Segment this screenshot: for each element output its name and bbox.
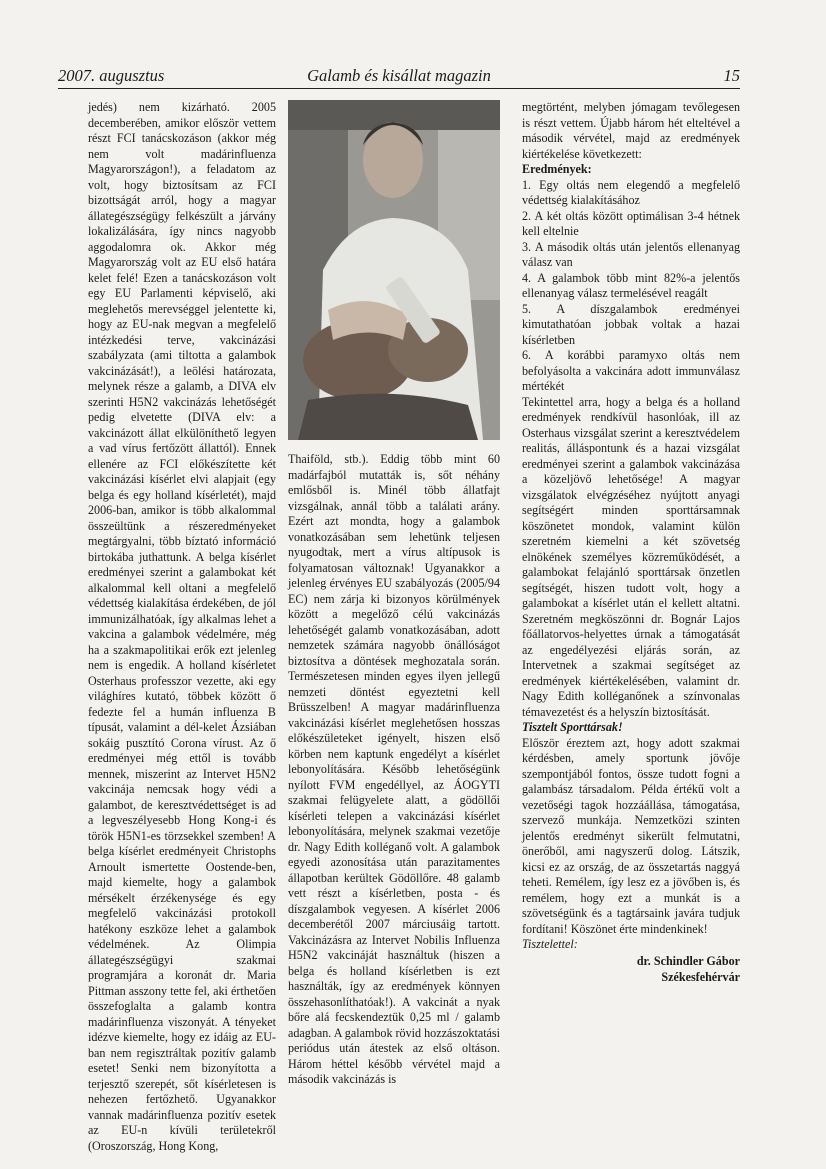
signature-city: Székesfehérvár: [661, 969, 740, 984]
page-header: [58, 64, 740, 89]
column-3-intro: megtörtént, melyben jómagam tevőlegesen is részt vettem. Újabb három hét elteltével a második vérvétel, majd az eredmények kiértékelése következett:: [522, 100, 740, 161]
results-title: Eredmények:: [522, 162, 592, 176]
column-1-text: jedés) nem kizárható. 2005 decemberében, amikor először vettem részt FCI tanácskozáson (akkor még nem volt madárinfluenza Magyarországon!), a feladatom az volt, hogy biztosítsam az FCI bizottságát arról, hogy a magyar állategészségügy felkészült a járvány lokalizálására, így nincs nagyobb aggodalomra ok. Akkor még Magyarország volt az EU első határa kelet felé! Ezen a tanácskozáson volt egy EU Parlamenti képviselő, aki meglehetős merevséggel jelentette ki, hogy az EU-nak megvan a megfelelő intézkedési terve, vakcinázási szabályzata (ami tiltotta a galambok vakcinázását!), a leölési határozata, melynek része a galamb, a DIVA elv szerinti H5N2 vakcinázás lehetőségét pedig elvetette (DIVA elv: a vakcinázott állat elkülöníthető legyen a vad vírus fertőzött állattól). Ennek ellenére az FCI előkészítette két vakcinázási kísérlet elvi alapjait (egy belga és egy holland kísérletét), majd 2006-ban, amikor is több alkalommal összeültünk a részeredményeket megtárgyalni, több bíztató információ birtokába juthattunk. A belga kísérlet eredményei szerint a galambokat két alkalommal kell oltani a megfelelő védettség kialakítása érdekében, de jól immunizálhatóak, így alkalmas lehet a vakcina a galambok védelmére, még ha a szakmapolitikai erők ezt jelenleg nem is engedik. A holland kísérletet Osterhaus professzor vezette, aki egy világhíres kutató, többek között ő fedezte fel a humán influenza B típusát, valamint a dél-kelet Ázsiában sokáig pusztító Corona vírust. Az ő eredményei még ettől is tovább mennek, miszerint az Intervet H5N2 vakcinája nemcsak hogy védi a galambot, de keresztvédettséget is ad a legveszélyesebb Hong Kong-i és török H5N1-es törzsekkel szemben! A belga kísérlet eredményeit Christophs Arnoult ismertette Oostende-ben, majd kiemelte, hogy a galambok mérsékelt érzékenysége és egy megfelelő vakcinázási protokoll hatékony eszköze lehet a galambok védelmének. Az Olimpia állategészségügyi szakmai programjára a koronát dr. Maria Pittman asszony tette fel, aki érthetően összefoglalta a galamb kontra madárinfluenza viszonyát. A tényeket idézve kiemelte, hogy ez idáig az EU-ban nem regisztráltak pozitív galamb esetet! Senki nem bizonyította a terjesztő szerepét, sőt kísérletesen is nehezen fertőzhető. Ugyanakkor vannak madárinfluenza pozitív esetek az EU-n kívüli területekről (Oroszország, Hong Kong,: [88, 100, 276, 1153]
magazine-title: Galamb és kisállat magazin: [307, 66, 491, 85]
article-photo: [288, 100, 500, 440]
closing: Tisztelettel:: [522, 937, 578, 951]
column-1: [88, 100, 276, 1154]
issue-date: 2007. augusztus: [58, 66, 165, 85]
page-number: 15: [723, 66, 740, 85]
results-item: 6. A korábbi paramyxo oltás nem befolyásolta a vakcinára adott immunválasz mértékét: [522, 348, 740, 393]
column-3-body-2: Először éreztem azt, hogy adott szakmai kérdésben, amely sportunk jövője szempontjából fontos, össze tudott fogni a galambász társadalom. Példa értékű volt a vezetőségi tagok hozzáállása, támogatása, szervező munkája. Nemzetközi szinten jelentős eredményt sikerült felmutatni, önerőből, ami nagyszerű dolog. Látszik, kicsi ez az ország, de az összetartás naggyá teheti. Remélem, így lesz ez a jövőben is, és remélem, hogy ezt a munkát is a szövetségünk és a tagtársaink javára tudjuk fordítani! Köszönet érte mindenkinek!: [522, 735, 740, 936]
results-item: 5. A díszgalambok eredményei kimutathatóan jobbak voltak a hazai kísérletben: [522, 301, 740, 347]
column-3-body: Tekintettel arra, hogy a belga és a holland eredmények rendkívül hasonlóak, ill az Osterhaus vizsgálat szerint a keresztvédelem realitás, álláspontunk és a hazai vizsgálat eredményei szerint a galambok vakcinázása a közeljövő lehetősége! A magyar vizsgálatok elvégzéséhez nyújtott anyagi segítségért minden sporttársamnak köszönetet mondok, valamint külön szeretném kiemelni a két szövetség elnökének személyes közreműködését, a galambokat felajánló sporttársak önzetlen segítségét, hiszen tudott volt, hogy a galambokat a kísérlet után el kellett altatni. Szeretném megköszönni dr. Bognár Lajos főállatorvos-helyettes úrnak a támogatását az engedélyezési eljárás során, az Intervetnek a szakmai segítséget az eredmények kiértékelésében, valamint dr. Nagy Edith kolléganőnek a színvonalas témavezetést és a helyszín biztosítását.: [522, 394, 740, 719]
results-item: 4. A galambok több mint 82%-a jelentős ellenanyag válasz termelésével reagált: [522, 270, 740, 300]
signature: [522, 953, 740, 985]
signature-name: dr. Schindler Gábor: [636, 953, 740, 968]
results-item: 1. Egy oltás nem elegendő a megfelelő védettség kialakításához: [522, 177, 740, 207]
results-item: 2. A két oltás között optimálisan 3-4 hétnek kell eltelnie: [522, 208, 740, 238]
greeting: Tisztelt Sporttársak!: [522, 720, 623, 734]
column-2-text: Thaiföld, stb.). Eddig több mint 60 madárfajból mutatták is, sőt néhány emlősből is. Minél több állatfajt vizsgálnak, annál több a találati arány. Ezért azt mondta, hogy a galambok vonatkozásában sem lehetünk teljesen nyugodtak, mert a vírus altípusok is folyamatosan változnak! Ugyanakkor a jelenleg érvényes EU szabályozás (2005/94 EC) nem zárja ki bizonyos körülmények között a megelőző célú vakcinázás lehetőségét galamb vonatkozásában, adott nemzetek számára nagyobb önállóságot biztosítva a döntések meghozatala során. Természetesen minden egyes ilyen jellegű nemzeti döntést egyeztetni kell Brüsszelben! A magyar madárinfluenza vakcinázási kísérlet meglehetősen hosszas előkészületeket igényelt, hiszen első körben nem kaptunk engedélyt a kísérlet lebonyolítására. Később lehetőségünk nyílott FVM engedéllyel, az ÁOGYTI szakmai felügyelete alatt, a gödöllői kísérleti telepen a vakcinázási kísérlet lebonyolítására, melynek szakmai vezetője dr. Nagy Edith kolléganő volt. A galambok egyedi azonosítása után parazitamentes állapotban kerültek Gödöllőre. 48 galamb vett részt a kísérletben, posta - és díszgalambok vegyesen. A kísérlet 2006 decemberétől 2007 márciusáig tartott. Vakcinázásra az Intervet Nobilis Influenza H5N2 vakcináját használtuk (hiszen a belga és holland kísérletben is ezt használták, így az eredmények könnyen összehasonlíthatóak!). A vakcinát a nyak bőre alá fecskendeztük 0,25 ml / galamb adagban. A galambok rövid hozzászoktatási periódus után átestek az első oltáson. Három héttel később vérvétel majd a második vakcinázás is: [288, 452, 500, 1086]
vaccination-photo-image: [288, 100, 500, 440]
results-item: 3. A második oltás után jelentős ellenanyag válasz van: [522, 239, 740, 269]
column-3: [522, 100, 740, 985]
